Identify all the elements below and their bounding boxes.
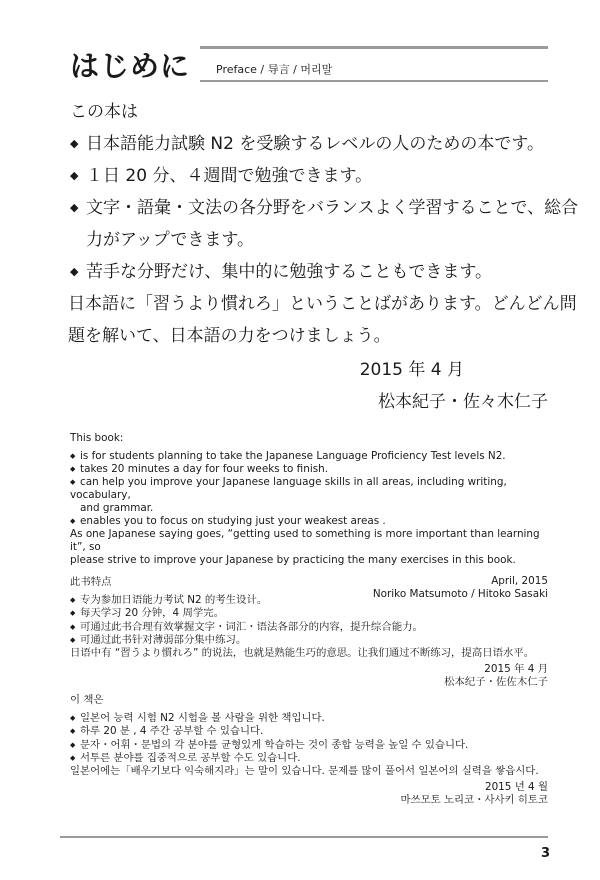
list-item-continuation: 力がアップできます。 [86,230,254,250]
page-number: 3 [540,846,550,861]
chinese-section [70,576,548,690]
list-item: ◆ enables you to focus on studying just your weakest areas . [70,515,386,527]
diamond-bullet-icon: ◆ [70,740,76,749]
diamond-bullet-icon: ◆ [70,169,79,182]
diamond-bullet-icon: ◆ [70,753,76,762]
diamond-bullet-icon: ◆ [70,596,76,605]
page-title: はじめに [70,49,191,83]
japanese-date: 2015 年 4 月 [359,360,464,380]
diamond-bullet-icon: ◆ [70,635,76,644]
japanese-intro: この本は [70,102,138,122]
english-closing-line-2: please strive to improve your Japanese by practicing the many exercises in this book. [70,554,516,566]
list-item: ◆ 문자・어휘・문법의 각 분야를 균형있게 학습하는 것이 종합 능력을 높일 수 있습니다. [70,738,469,751]
english-authors: Noriko Matsumoto / Hitoko Sasaki [372,588,548,600]
list-item: ◆ 일본어 능력 시험 N2 시험을 볼 사람을 위한 책입니다. [70,712,325,725]
korean-section [70,694,548,808]
list-item: ◆ is for students planning to take the Japanese Language Proficiency Test levels N2. [70,450,506,462]
list-item: ◆ 苦手な分野だけ、集中的に勉強することもできます。 [70,256,548,288]
english-date: April, 2015 [491,575,548,587]
header-rule-bottom [200,80,548,82]
list-item: ◆ 专为参加日语能力考试 N2 的考生设计。 [70,594,268,607]
list-item: ◆ 每天学习 20 分钟，4 周学完。 [70,607,225,620]
japanese-signature [360,354,548,418]
list-item: ◆ 可通过此书合理有效掌握文字・词汇・语法各部分的内容，提升综合能力。 [70,620,423,633]
chinese-intro: 此书特点 [70,576,112,588]
diamond-bullet-icon: ◆ [70,517,76,525]
page-subtitle: Preface / 导言 / 머리말 [216,63,333,76]
english-intro: This book: [70,432,124,444]
list-item: ◆ 서투른 분야를 집중적으로 공부할 수도 있습니다. [70,751,301,764]
footer-rule [60,836,548,838]
diamond-bullet-icon: ◆ [70,727,76,736]
english-closing-line-1: As one Japanese saying goes, “getting used to something is more important than learning it”, so [70,528,540,553]
list-item-continuation: and grammar. [80,502,154,514]
korean-authors: 마쓰모토 노리코・사사키 히토코 [400,794,548,807]
chinese-date: 2015 年 4 月 [484,663,548,676]
chinese-closing: 日语中有 “習うより慣れろ” 的说法，也就是熟能生巧的意思。让我们通过不断练习，提高日语水平。 [70,647,535,660]
japanese-authors: 松本紀子・佐々木仁子 [378,392,548,412]
diamond-bullet-icon: ◆ [70,478,76,486]
list-item: ◆ １日 20 分、４週間で勉強できます。 [70,160,548,192]
list-item: ◆ can help you improve your Japanese language skills in all areas, including writing, vocabulary, [70,476,507,501]
korean-intro: 이 책은 [70,694,104,706]
japanese-section [68,96,579,352]
diamond-bullet-icon: ◆ [70,452,76,460]
diamond-bullet-icon: ◆ [70,714,76,723]
page-header [60,38,548,88]
list-item: ◆ 日本語能力試験 N2 を受験するレベルの人のための本です。 [70,128,548,160]
japanese-closing-line-1: 日本語に「習うより慣れろ」ということばがあります。どんどん問 [68,294,577,314]
list-item: ◆ 可通过此书针对薄弱部分集中练习。 [70,633,247,646]
korean-closing: 일본어에는「배우기보다 익숙해지라」는 말이 있습니다. 문제를 많이 풀어서 일본어의 실력을 쌓읍시다. [70,765,539,778]
diamond-bullet-icon: ◆ [70,201,79,214]
diamond-bullet-icon: ◆ [70,609,76,618]
list-item: ◆ 하루 20 분 , 4 주간 공부할 수 있습니다. [70,725,264,738]
diamond-bullet-icon: ◆ [70,622,76,631]
list-item: ◆ 文字・語彙・文法の各分野をバランスよく学習することで、総合 [70,192,548,224]
diamond-bullet-icon: ◆ [70,465,76,473]
header-rule-top [200,46,548,49]
diamond-bullet-icon: ◆ [70,265,79,278]
diamond-bullet-icon: ◆ [70,137,79,150]
list-item: ◆ takes 20 minutes a day for four weeks to finish. [70,463,329,475]
japanese-closing-line-2: 題を解いて、日本語の力をつけましょう。 [68,326,391,346]
chinese-authors: 松本纪子・佐佐木仁子 [444,676,548,689]
korean-date: 2015 년 4 월 [484,781,548,794]
